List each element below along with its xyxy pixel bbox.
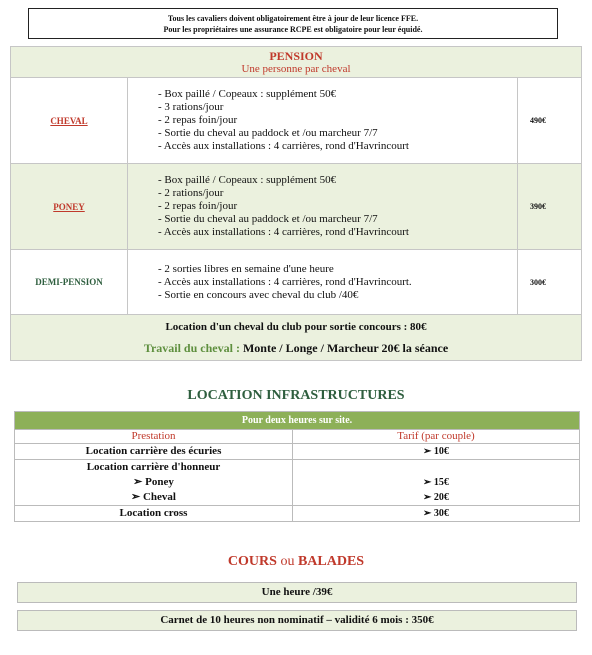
- pension-items-cheval: [128, 78, 518, 163]
- pension-row-poney: [11, 164, 581, 250]
- infra-sub-option: ➢ Cheval: [131, 491, 176, 503]
- pension-items-poney: [128, 164, 518, 249]
- pension-title: PENSION: [269, 49, 323, 63]
- location-concours-text: Location d'un cheval du club pour sortie concours : 80€: [165, 321, 427, 333]
- cours-title-a: COURS: [227, 554, 277, 569]
- list-item: - Sortie en concours avec cheval du club /40€: [158, 288, 359, 301]
- list-item: - Sortie du cheval au paddock et /ou marcheur 7/7: [158, 213, 378, 225]
- col-prestation: Prestation: [15, 430, 293, 443]
- list-item: - 2 repas foin/jour: [158, 114, 238, 126]
- list-item: - 2 sorties libres en semaine d'une heure: [158, 262, 334, 275]
- table-row: [15, 505, 579, 521]
- pension-table: [10, 46, 582, 361]
- cours-carnet-price: Carnet de 10 heures non nominatif – validité 6 mois : 350€: [17, 610, 577, 631]
- infra-sub-option: ➢ Poney: [133, 476, 174, 488]
- infra-price: ➢ 30€: [423, 508, 449, 519]
- pension-row-demi: [11, 250, 581, 315]
- pension-name-poney[interactable]: PONEY: [53, 201, 85, 212]
- infra-name: Location carrière d'honneur: [86, 461, 221, 473]
- infra-name: Location cross: [119, 507, 188, 519]
- pension-footer: [11, 315, 581, 360]
- infra-column-headers: [15, 429, 579, 443]
- cours-title-c: BALADES: [297, 554, 365, 569]
- list-item: - Accès aux installations : 4 carrières, rond d'Havrincourt.: [158, 275, 412, 288]
- infra-header: Pour deux heures sur site.: [15, 412, 579, 429]
- table-row: [15, 443, 579, 459]
- pension-items-demi: [128, 250, 518, 314]
- list-item: - 3 rations/jour: [158, 101, 224, 113]
- list-item: - Accès aux installations : 4 carrières, rond d'Havrincourt: [158, 226, 409, 238]
- list-item: - Box paillé / Copeaux : supplément 50€: [158, 174, 337, 186]
- travail-value: Monte / Longe / Marcheur 20€ la séance: [242, 341, 449, 355]
- licence-notice: [28, 8, 558, 39]
- infra-price: ➢ 20€: [423, 492, 449, 503]
- cours-title: [0, 554, 592, 570]
- notice-line-2: Pour les propriétaires une assurance RCPE est obligatoire pour leur équidé.: [163, 25, 423, 34]
- pension-subtitle: Une personne par cheval: [241, 63, 351, 75]
- list-item: - 2 rations/jour: [158, 187, 224, 199]
- list-item: - Sortie du cheval au paddock et /ou marcheur 7/7: [158, 127, 378, 139]
- table-row: [15, 459, 579, 505]
- col-tarif: Tarif (par couple): [397, 430, 475, 442]
- pension-name-demi: DEMI-PENSION: [35, 277, 103, 287]
- list-item: - 2 repas foin/jour: [158, 200, 238, 212]
- infra-table: [14, 411, 580, 522]
- infra-name: Location carrière des écuries: [85, 445, 222, 457]
- cours-title-b: ou: [280, 554, 295, 569]
- pension-name-cheval[interactable]: CHEVAL: [50, 115, 88, 126]
- pension-price-demi: 300€: [530, 277, 546, 287]
- pension-price-cheval: 490€: [530, 116, 546, 125]
- infra-price: ➢ 15€: [423, 477, 449, 488]
- notice-line-1: Tous les cavaliers doivent obligatoirement être à jour de leur licence FFE.: [167, 14, 419, 23]
- cours-hour-price: Une heure /39€: [17, 582, 577, 603]
- travail-cheval-text: [11, 334, 581, 355]
- infra-title: LOCATION INFRASTRUCTURES: [187, 388, 405, 403]
- pension-header: [11, 47, 581, 78]
- pension-row-cheval: [11, 78, 581, 164]
- travail-label: Travail du cheval :: [143, 341, 240, 355]
- infra-price: ➢ 10€: [423, 446, 449, 457]
- list-item: - Box paillé / Copeaux : supplément 50€: [158, 88, 337, 100]
- list-item: - Accès aux installations : 4 carrières, rond d'Havrincourt: [158, 140, 409, 152]
- pension-price-poney: 390€: [530, 202, 546, 211]
